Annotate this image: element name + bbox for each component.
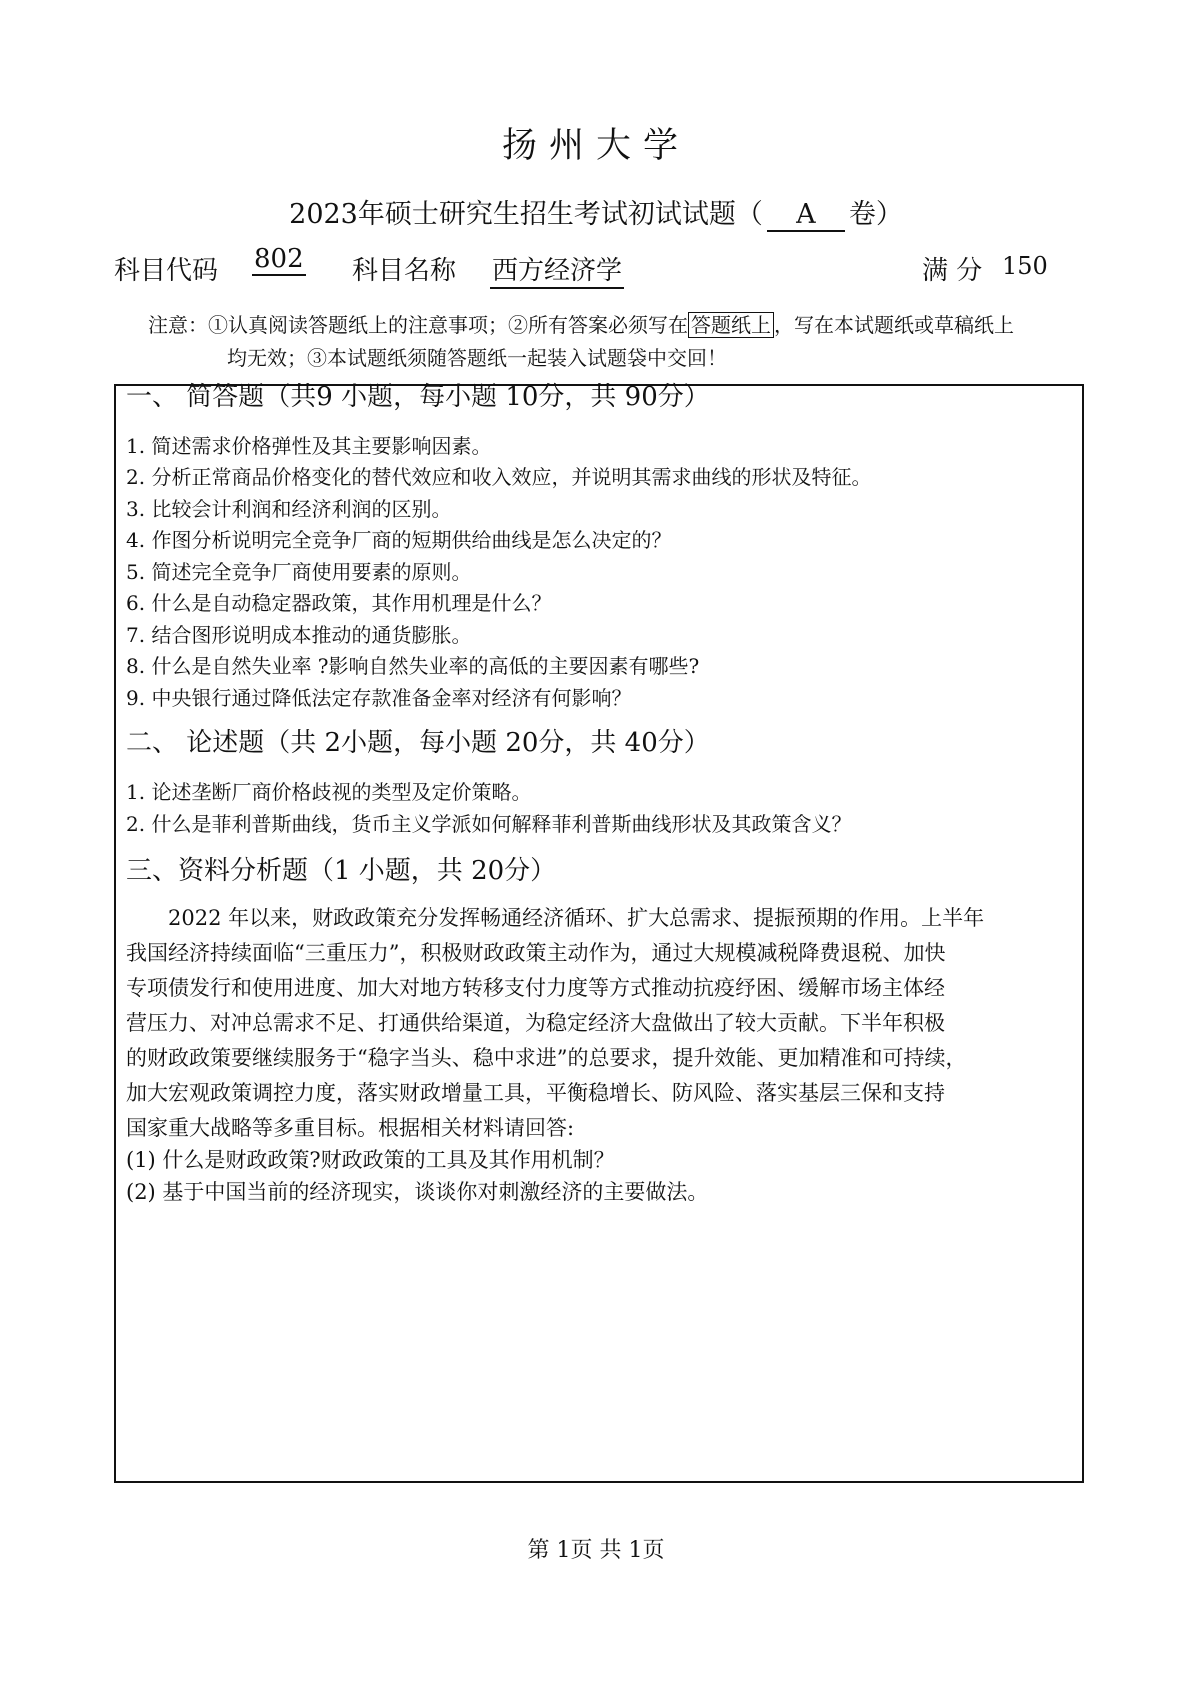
question-1-5: 5. 简述完全竞争厂商使用要素的原则。 <box>126 560 472 584</box>
subject-code-wrap <box>252 244 306 276</box>
question-1-6: 6. 什么是自动稳定器政策，其作用机理是什么？ <box>126 591 552 615</box>
notice-text-b: ，写在本试题纸或草稿纸上 <box>774 313 1014 337</box>
subject-name-label: 科目名称 <box>352 256 457 286</box>
full-score: 150 <box>1002 252 1048 280</box>
notice-line-2: 均无效；③本试题纸须随答题纸一起装入试题袋中交回！ <box>227 346 727 370</box>
question-1-3: 3. 比较会计利润和经济利润的区别。 <box>126 497 452 521</box>
subject-code-label: 科目代码 <box>114 256 219 286</box>
question-3-2: (2) 基于中国当前的经济现实，谈谈你对刺激经济的主要做法。 <box>126 1180 709 1204</box>
full-score-label: 满 分 <box>922 256 983 286</box>
question-3-1: (1) 什么是财政政策?财政政策的工具及其作用机制？ <box>126 1148 615 1172</box>
material-line-3: 专项债发行和使用进度、加大对地方转移支付力度等方式推动抗疫纾困、缓解市场主体经 <box>126 976 945 1000</box>
question-1-1: 1. 简述需求价格弹性及其主要影响因素。 <box>126 434 492 458</box>
question-1-2: 2. 分析正常商品价格变化的替代效应和收入效应，并说明其需求曲线的形状及特征。 <box>126 465 872 489</box>
material-line-7: 国家重大战略等多重目标。根据相关材料请回答: <box>126 1116 575 1140</box>
material-line-4: 营压力、对冲总需求不足、打通供给渠道，为稳定经济大盘做出了较大贡献。下半年积极 <box>126 1011 945 1035</box>
section-1-title: 一、 简答题（共9 小题，每小题 10分，共 90分） <box>126 382 710 412</box>
question-1-9: 9. 中央银行通过降低法定存款准备金率对经济有何影响？ <box>126 686 632 710</box>
notice-line-1 <box>148 309 1014 338</box>
question-2-2: 2. 什么是菲利普斯曲线，货币主义学派如何解释菲利普斯曲线形状及其政策含义？ <box>126 812 852 836</box>
question-1-8: 8. 什么是自然失业率 ?影响自然失业率的高低的主要因素有哪些? <box>126 654 700 678</box>
material-line-2: 我国经济持续面临“三重压力”，积极财政政策主动作为，通过大规模减税降费退税、加快 <box>126 941 946 965</box>
subtitle-suffix: 卷） <box>848 199 903 230</box>
section-3-title: 三、资料分析题（1 小题，共 20分） <box>126 856 557 886</box>
question-1-7: 7. 结合图形说明成本推动的通货膨胀。 <box>126 623 472 647</box>
subject-code: 802 <box>254 244 304 274</box>
school-title: 扬州大学 <box>501 126 690 166</box>
exam-subtitle <box>0 192 1192 232</box>
paper-type: A <box>767 199 845 232</box>
question-2-1: 1. 论述垄断厂商价格歧视的类型及定价策略。 <box>126 780 532 804</box>
notice-label: 注意： <box>148 313 208 337</box>
subject-name: 西方经济学 <box>490 250 624 289</box>
notice-highlight: 答题纸上 <box>688 312 774 338</box>
question-1-4: 4. 作图分析说明完全竞争厂商的短期供给曲线是怎么决定的？ <box>126 528 672 552</box>
notice-text-a: ①认真阅读答题纸上的注意事项；②所有答案必须写在 <box>208 313 688 337</box>
page-footer: 第 1页 共 1页 <box>527 1538 665 1563</box>
section-2-title: 二、 论述题（共 2小题，每小题 20分，共 40分） <box>126 728 710 758</box>
subject-name-wrap <box>490 250 624 289</box>
material-line-1: 2022 年以来，财政政策充分发挥畅通经济循环、扩大总需求、提振预期的作用。上半年 <box>126 906 985 930</box>
material-line-6: 加大宏观政策调控力度，落实财政增量工具，平衡稳增长、防风险、落实基层三保和支持 <box>126 1081 945 1105</box>
material-line-5: 的财政政策要继续服务于“稳字当头、稳中求进”的总要求，提升效能、更加精准和可持续， <box>126 1046 967 1070</box>
subtitle-text: 2023年硕士研究生招生考试初试试题（ <box>289 199 763 230</box>
